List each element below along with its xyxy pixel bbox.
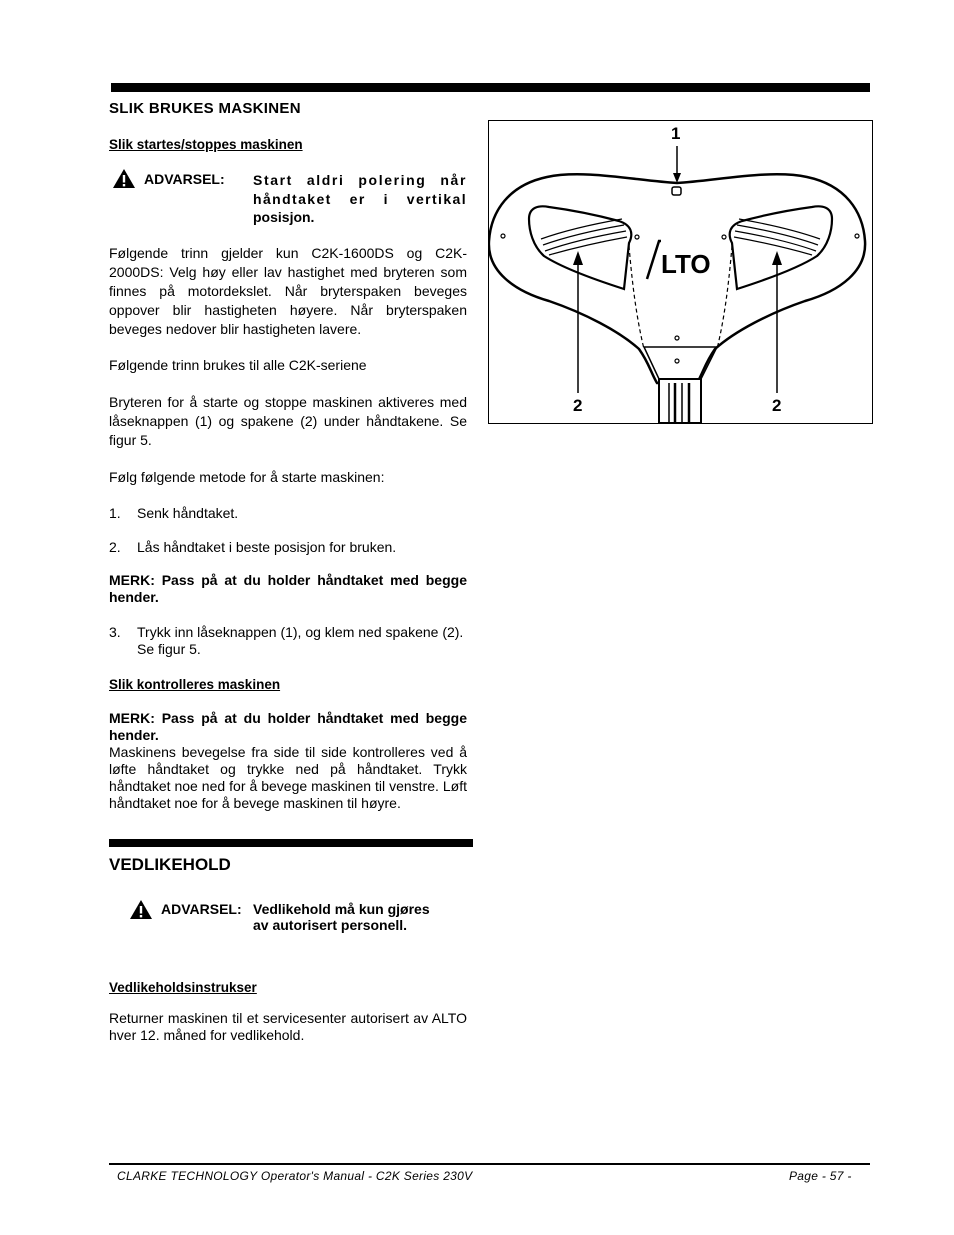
subheading-maintenance-instructions: Vedlikeholdsinstrukser xyxy=(109,980,257,995)
footer-manual-title: CLARKE TECHNOLOGY Operator's Manual - C2K Series 230V xyxy=(117,1169,473,1183)
warning-text: Vedlikehold må kun gjøres av autorisert personell. xyxy=(253,901,430,933)
figure-handle xyxy=(488,120,873,424)
note-hold-handle-2: MERK: Pass på at du holder håndtaket med begge hender. xyxy=(109,710,467,743)
brand-logo-text: LTO xyxy=(661,249,711,279)
handle-illustration xyxy=(489,121,872,423)
warning-icon xyxy=(129,899,153,920)
section-title-maintenance: VEDLIKEHOLD xyxy=(109,855,231,874)
section-rule xyxy=(109,839,473,847)
warning-label: ADVARSEL: xyxy=(144,171,225,187)
paragraph-all-models: Følgende trinn brukes til alle C2K-seriene xyxy=(109,357,367,373)
paragraph-control: Maskinens bevegelse fra side til side kontrolleres ved å løfte håndtaket og trykke ned på håndtaket. Trykk håndtaket noe ned for å bevege maskinen til venstre. Løft håndtaket noe for å bevege maskinen til høyre. xyxy=(109,744,467,811)
warning-text: Start aldri polering når håndtaket er i vertikal posisjon. xyxy=(253,172,467,225)
callout-right-lever: 2 xyxy=(772,396,782,415)
subheading-start-stop: Slik startes/stoppes maskinen xyxy=(109,137,303,152)
warning-label: ADVARSEL: xyxy=(161,901,242,917)
list-item: 2. Lås håndtaket i beste posisjon for bruken. xyxy=(109,539,397,555)
paragraph-switch-activation: Bryteren for å starte og stoppe maskinen aktiveres med låseknappen (1) og spakene (2) under håndtakene. Se figur 5. xyxy=(109,394,467,448)
paragraph-speed-switch: Følgende trinn gjelder kun C2K-1600DS og C2K-2000DS: Velg høy eller lav hastighet med bryteren som finnes på motordekslet. Når bryterspaken beveges oppover blir hastigheten høyere. Når bryterspaken beveges nedover blir hastigheten lavere. xyxy=(109,245,467,337)
list-item: 3. Trykk inn låseknappen (1), og klem ned spakene (2). Se figur 5. xyxy=(109,624,464,657)
section-title-operation: SLIK BRUKES MASKINEN xyxy=(109,100,301,117)
list-item: 1. Senk håndtaket. xyxy=(109,505,239,521)
paragraph-start-method: Følg følgende metode for å starte maskinen: xyxy=(109,469,385,485)
callout-lock-button: 1 xyxy=(671,124,681,143)
subheading-control: Slik kontrolleres maskinen xyxy=(109,677,281,692)
warning-icon xyxy=(112,168,136,189)
top-rule xyxy=(111,83,870,92)
footer-rule xyxy=(109,1163,870,1165)
callout-left-lever: 2 xyxy=(573,396,583,415)
footer-page-number: Page - 57 - xyxy=(789,1169,852,1183)
note-hold-handle: MERK: Pass på at du holder håndtaket med begge hender. xyxy=(109,572,467,605)
paragraph-maintenance: Returner maskinen til et servicesenter autorisert av ALTO hver 12. måned for vedlikehold. xyxy=(109,1010,467,1043)
